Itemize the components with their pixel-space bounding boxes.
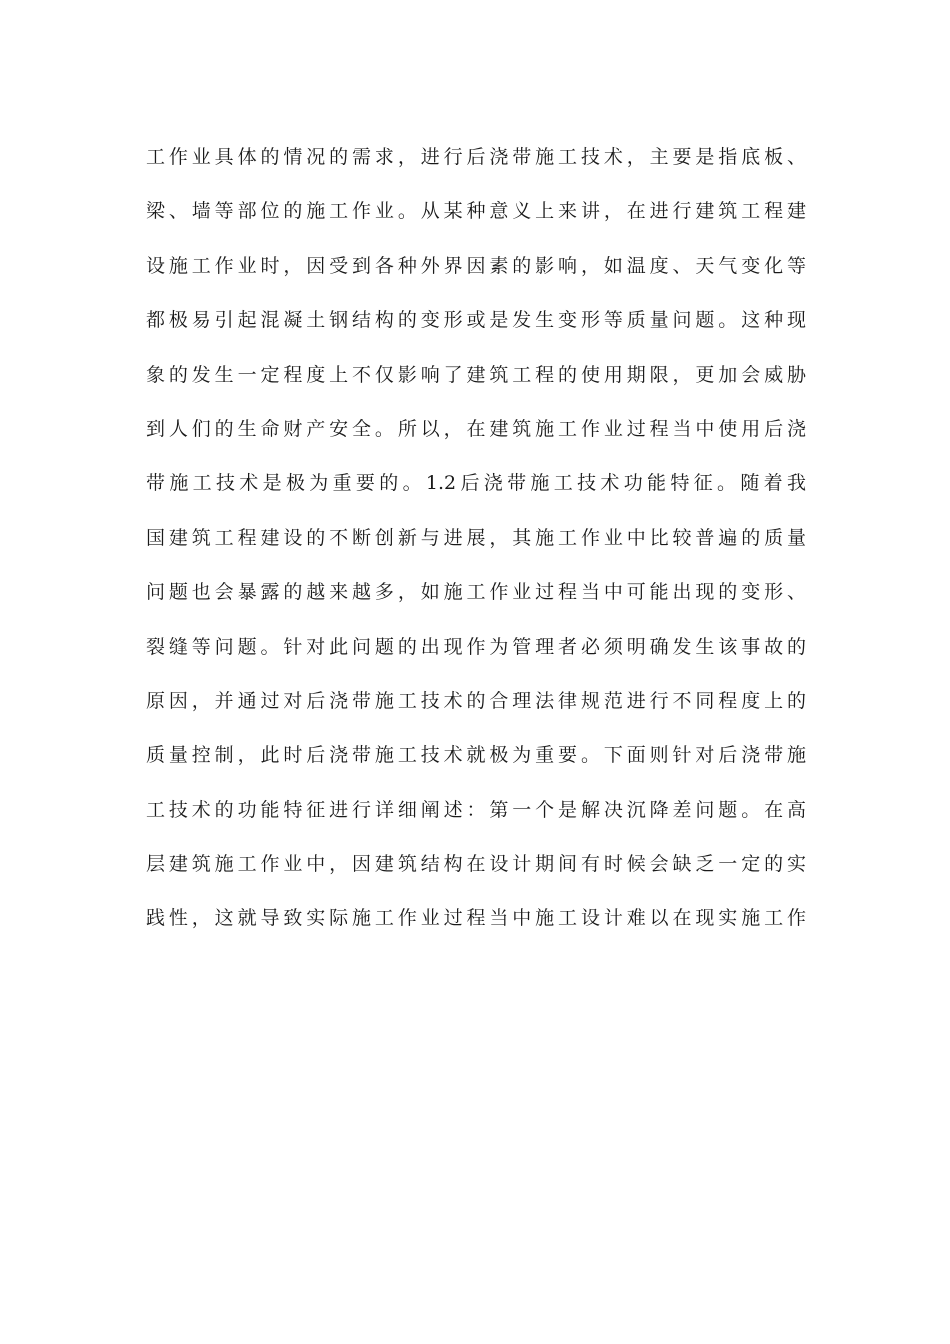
text-line: 象的发生一定程度上不仅影响了建筑工程的使用期限，更加会威胁 [146, 363, 806, 386]
body-text [146, 130, 806, 946]
text-line: 问题也会暴露的越来越多，如施工作业过程当中可能出现的变形、 [146, 581, 806, 604]
text-line: 层建筑施工作业中，因建筑结构在设计期间有时候会缺乏一定的实 [146, 853, 806, 876]
text-line: 践性，这就导致实际施工作业过程当中施工设计难以在现实施工作 [146, 907, 806, 930]
text-line: 都极易引起混凝土钢结构的变形或是发生变形等质量问题。这种现 [146, 309, 806, 332]
text-line: 带施工技术是极为重要的。1.2后浇带施工技术功能特征。随着我 [146, 472, 806, 495]
text-line: 原因，并通过对后浇带施工技术的合理法律规范进行不同程度上的 [146, 689, 806, 712]
text-line: 设施工作业时，因受到各种外界因素的影响，如温度、天气变化等 [146, 254, 806, 277]
text-line: 裂缝等问题。针对此问题的出现作为管理者必须明确发生该事故的 [146, 635, 806, 658]
text-line: 工技术的功能特征进行详细阐述：第一个是解决沉降差问题。在高 [146, 798, 806, 821]
text-line: 梁、墙等部位的施工作业。从某种意义上来讲，在进行建筑工程建 [146, 200, 806, 223]
text-line: 国建筑工程建设的不断创新与进展，其施工作业中比较普遍的质量 [146, 526, 806, 549]
text-line: 质量控制，此时后浇带施工技术就极为重要。下面则针对后浇带施 [146, 744, 806, 767]
text-line: 到人们的生命财产安全。所以，在建筑施工作业过程当中使用后浇 [146, 417, 806, 440]
text-line: 工作业具体的情况的需求，进行后浇带施工技术，主要是指底板、 [146, 146, 806, 168]
